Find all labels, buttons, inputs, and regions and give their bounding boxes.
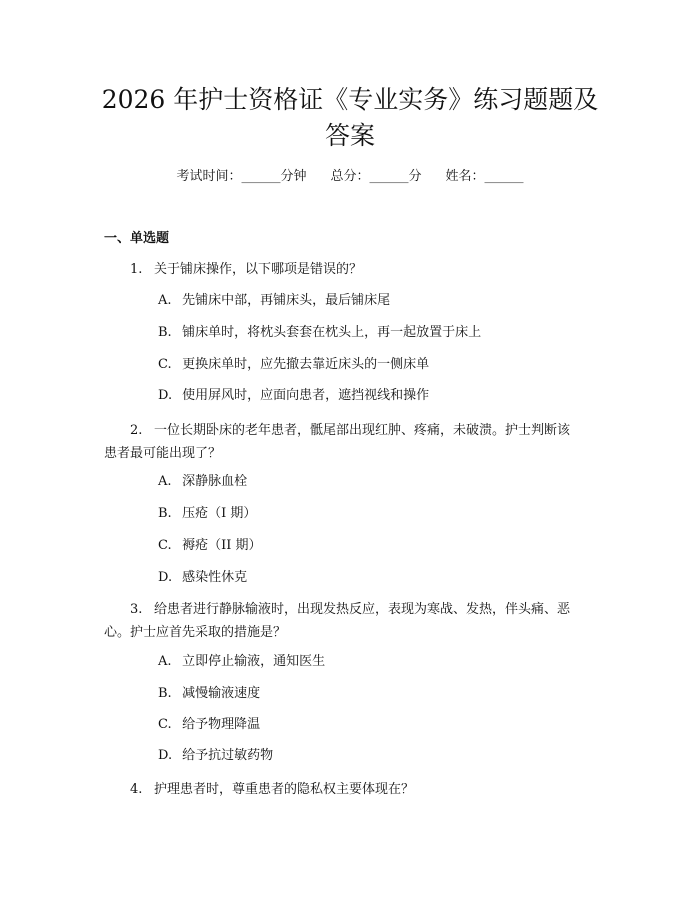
option-letter: A. bbox=[158, 293, 172, 308]
exam-score: 总分：______分 bbox=[330, 169, 422, 184]
option-text: 褥疮（II 期） bbox=[182, 538, 262, 553]
question-text: 关于铺床操作，以下哪项是错误的？ bbox=[154, 262, 363, 277]
option-letter: C. bbox=[158, 538, 172, 553]
question-number: 4. bbox=[130, 782, 143, 797]
question-2-option-c bbox=[158, 536, 598, 556]
option-letter: D. bbox=[158, 388, 173, 403]
option-text: 压疮（I 期） bbox=[182, 506, 257, 521]
question-2-continuation bbox=[104, 442, 604, 465]
question-text-line-1: 一位长期卧床的老年患者，骶尾部出现红肿、疼痛，未破溃。护士判断该 bbox=[154, 423, 571, 438]
exam-meta bbox=[0, 167, 700, 187]
option-text: 立即停止输液，通知医生 bbox=[182, 654, 326, 669]
option-letter: C. bbox=[158, 717, 172, 732]
question-1-option-c bbox=[158, 355, 598, 375]
question-text-line-1: 给患者进行静脉输液时，出现发热反应，表现为寒战、发热，伴头痛、恶 bbox=[154, 602, 571, 617]
option-letter: A. bbox=[158, 474, 172, 489]
option-letter: D. bbox=[158, 748, 173, 763]
section-heading: 一、单选题 bbox=[104, 231, 170, 246]
option-text: 深静脉血栓 bbox=[182, 474, 248, 489]
option-letter: A. bbox=[158, 654, 172, 669]
question-text-line-2: 心。护士应首先采取的措施是？ bbox=[104, 625, 287, 640]
question-2-option-b bbox=[158, 504, 598, 524]
question-3-option-b bbox=[158, 684, 598, 704]
question-3-option-d bbox=[158, 746, 598, 766]
option-text: 更换床单时，应先撤去靠近床头的一侧床单 bbox=[182, 357, 430, 372]
option-letter: B. bbox=[158, 686, 172, 701]
question-text-line-2: 患者最可能出现了？ bbox=[104, 446, 222, 461]
question-text: 护理患者时，尊重患者的隐私权主要体现在？ bbox=[154, 782, 415, 797]
question-number: 2. bbox=[130, 423, 143, 438]
question-number: 1. bbox=[130, 262, 143, 277]
question-3-option-c bbox=[158, 715, 598, 735]
document-title-line-1: 2026 年护士资格证《专业实务》练习题题及 bbox=[101, 85, 599, 114]
question-number: 3. bbox=[130, 602, 143, 617]
question-1-option-b bbox=[158, 323, 598, 343]
question-2-option-d bbox=[158, 568, 598, 588]
option-text: 先铺床中部，再铺床头，最后铺床尾 bbox=[182, 293, 391, 308]
option-text: 给予抗过敏药物 bbox=[182, 748, 274, 763]
option-letter: D. bbox=[158, 570, 173, 585]
option-text: 铺床单时，将枕头套套在枕头上，再一起放置于床上 bbox=[182, 325, 482, 340]
question-1-option-d bbox=[158, 386, 598, 406]
question-4 bbox=[104, 778, 604, 801]
question-1-option-a bbox=[158, 291, 598, 311]
exam-time: 考试时间：______分钟 bbox=[176, 169, 307, 184]
exam-name: 姓名：______ bbox=[445, 169, 524, 184]
document-title-line-2: 答案 bbox=[324, 121, 375, 150]
question-3-option-a bbox=[158, 652, 598, 672]
option-letter: C. bbox=[158, 357, 172, 372]
option-text: 使用屏风时，应面向患者，遮挡视线和操作 bbox=[182, 388, 430, 403]
question-3 bbox=[104, 598, 604, 621]
question-2-option-a bbox=[158, 472, 598, 492]
option-text: 给予物理降温 bbox=[182, 717, 261, 732]
option-text: 感染性休克 bbox=[182, 570, 248, 585]
option-text: 减慢输液速度 bbox=[182, 686, 261, 701]
question-2 bbox=[104, 419, 604, 442]
option-letter: B. bbox=[158, 506, 172, 521]
question-3-continuation bbox=[104, 621, 604, 644]
option-letter: B. bbox=[158, 325, 172, 340]
question-1 bbox=[104, 258, 604, 281]
